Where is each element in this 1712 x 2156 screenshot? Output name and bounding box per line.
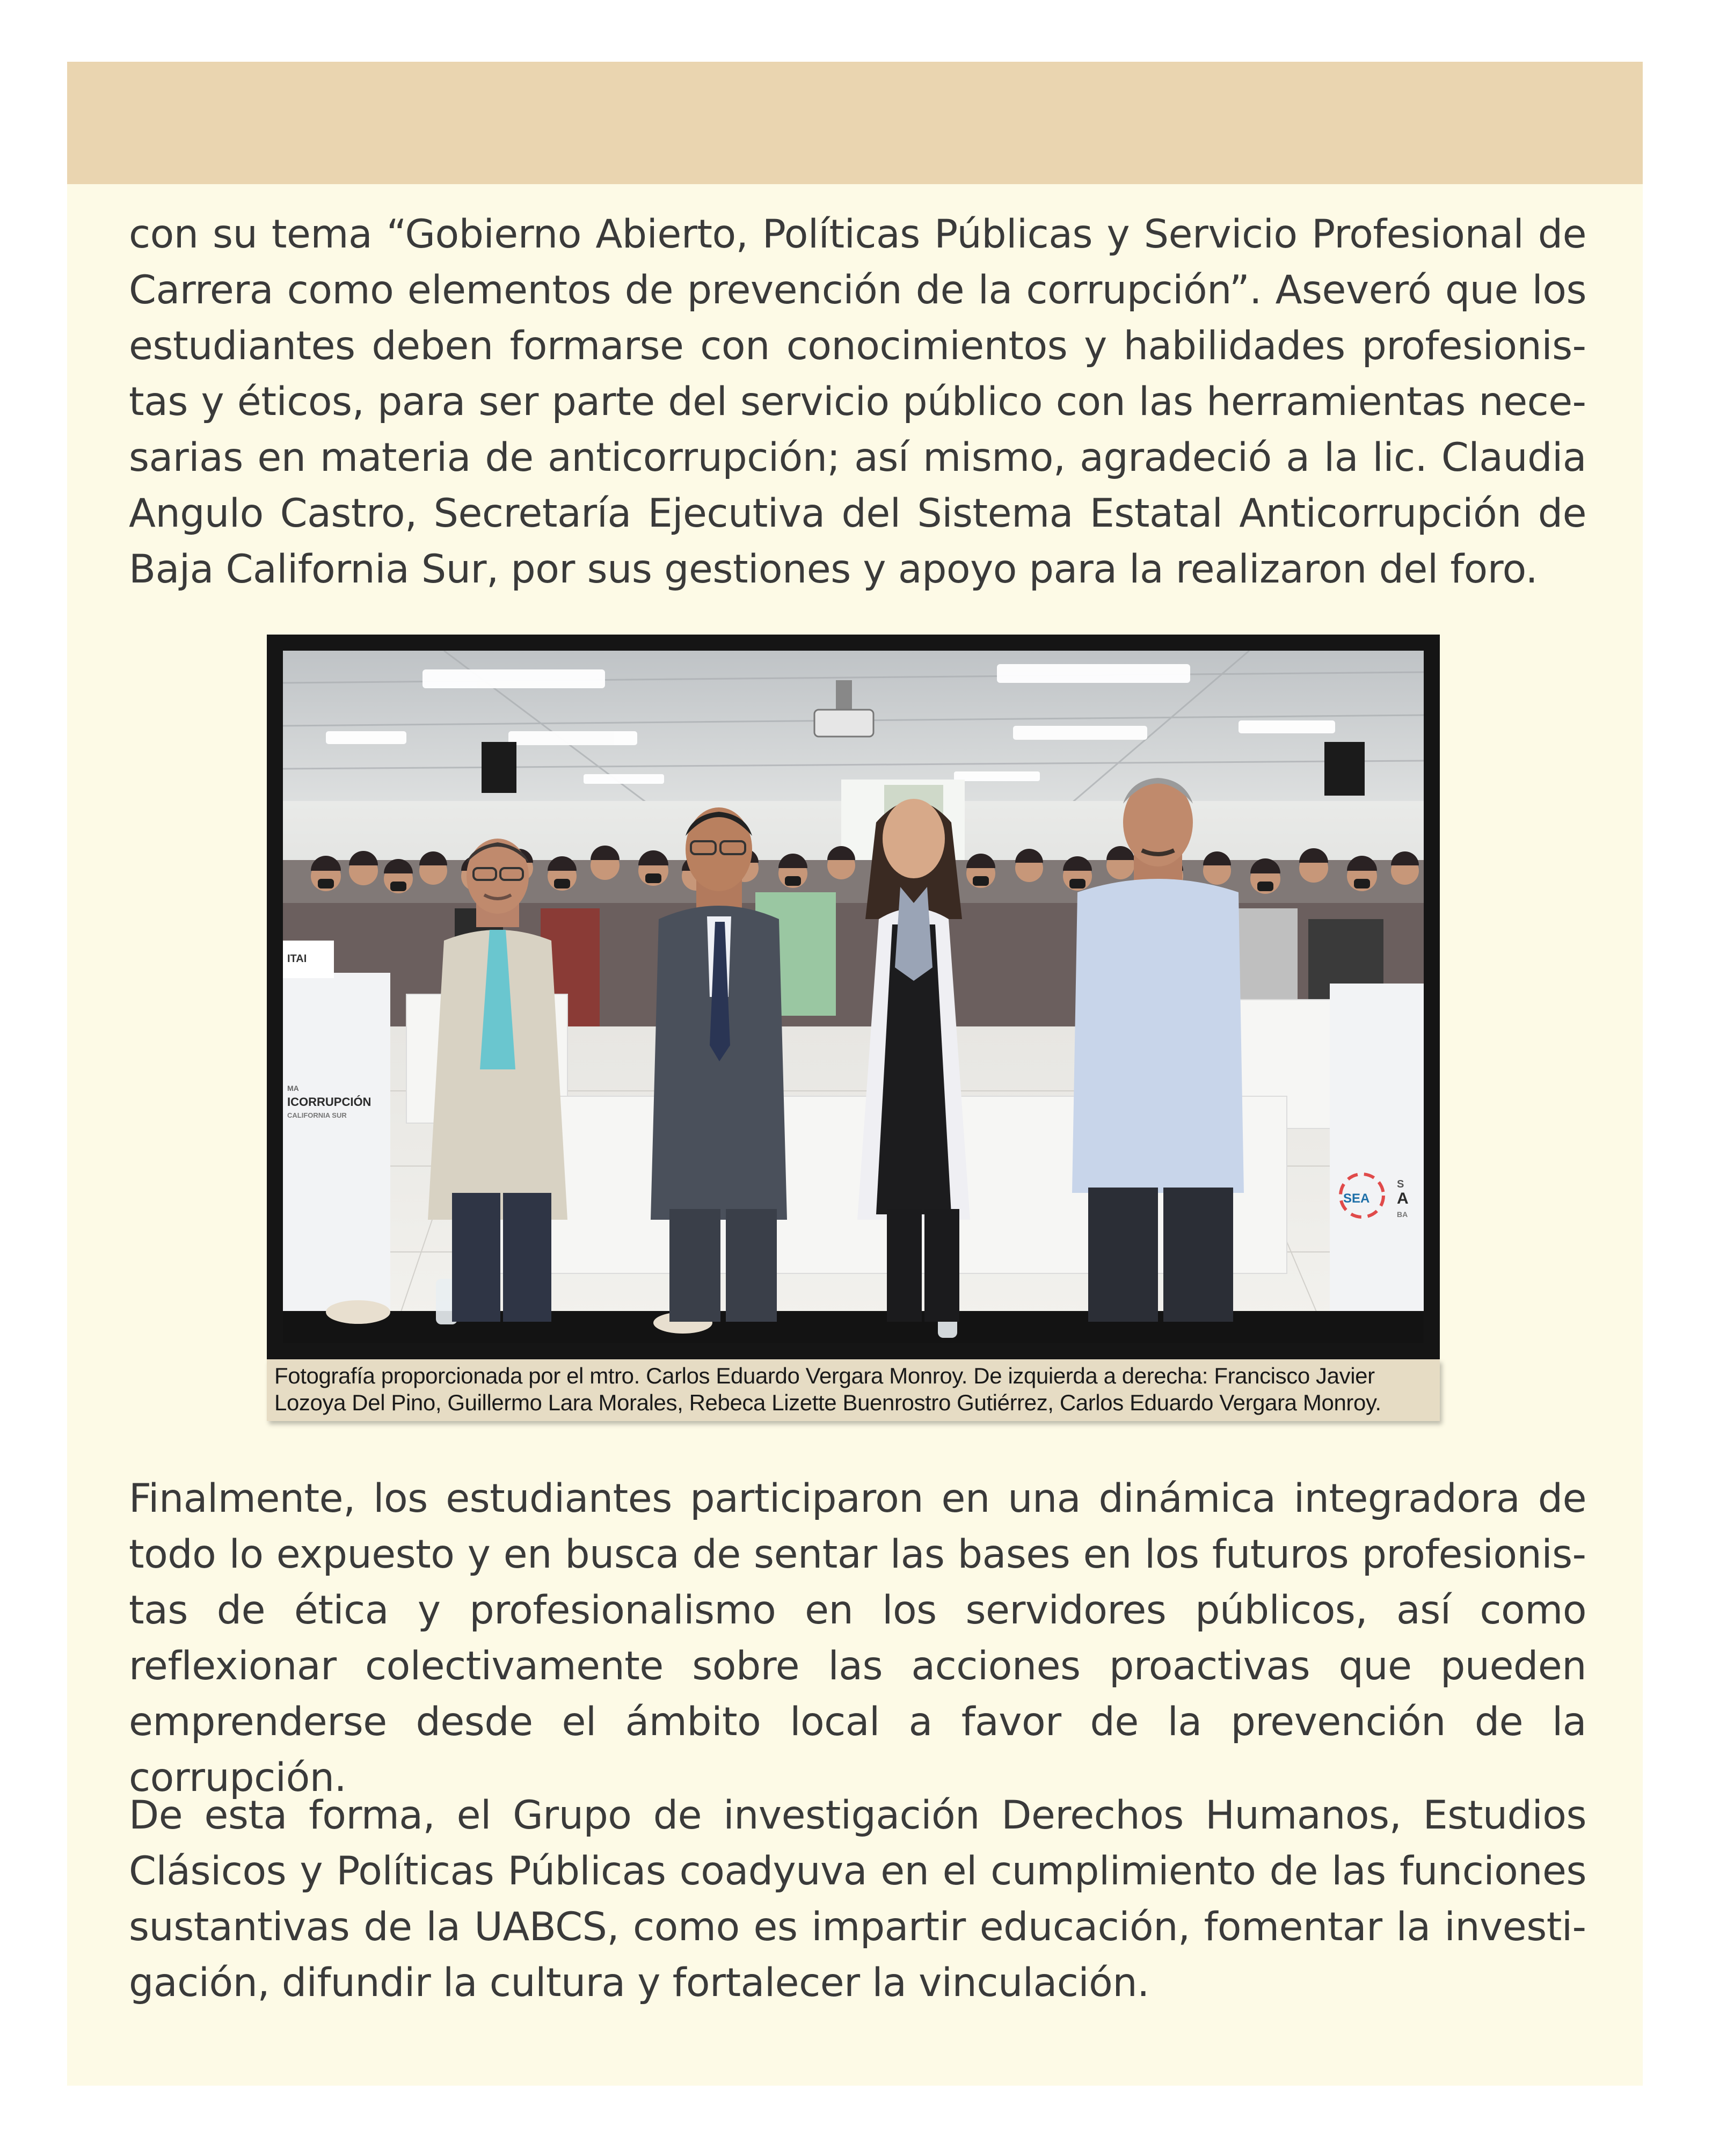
photo-caption-box (267, 1359, 1440, 1421)
banner-right-letter-3: BA (1397, 1210, 1408, 1219)
banner-right-logo: SEA (1343, 1191, 1370, 1206)
sign-logo: ITAI (287, 953, 307, 965)
banner-left-line-1: MA (287, 1084, 299, 1092)
photo-frame (267, 635, 1440, 1359)
banner-left-line-2: ICORRUPCIÓN (287, 1095, 371, 1109)
photo-caption: Fotografía proporcionada por el mtro. Carlos Eduardo Vergara Monroy. De izquierda a derecha: Francisco Javier Lozoya Del Pino, Guillermo Lara Morales, Rebeca Lizette Buenrostro Gutiérrez, Carlos Eduardo Vergara Monroy. (274, 1363, 1381, 1415)
article-paragraph-1: con su tema “Gobierno Abierto, Políticas Públicas y Servicio Profesional de Carrera como elementos de prevención de la corrupción”. Aseveró que los estudiantes deben formarse con conocimientos y habilidades profesionistas y éticos, para ser parte del servicio público con las herramientas necesarias en materia de anticorrupción; así mismo, agradeció a la lic. Claudia Angulo Castro, Secretaría Ejecutiva del Sistema Estatal Anticorrupción de Baja California Sur, por sus gestiones y apoyo para la realizaron del foro. (129, 212, 1586, 592)
banner-left-line-3: CALIFORNIA SUR (287, 1111, 347, 1119)
banner-right-letter-2: A (1397, 1190, 1409, 1207)
group-photo (283, 651, 1424, 1343)
banner-right-letter-1: S (1397, 1178, 1404, 1190)
article-paragraph-3: De esta forma, el Grupo de investigación Derechos Humanos, Estudios Clásicos y Políticas Públicas coadyuva en el cumplimiento de las funciones sustantivas de la UABCS, como es impartir educación, fomentar la investigación, difundir la cultura y fortalecer la vinculación. (129, 1793, 1586, 2006)
article-paragraph-2: Finalmente, los estudiantes participaron en una dinámica integradora de todo lo expuesto y en busca de sentar las bases en los futuros profesionistas de ética y profesionalismo en los servidores públicos, así como reflexionar colectivamente sobre las acciones proactivas que pueden emprenderse desde el ámbito local a favor de la prevención de la corrupción. (129, 1476, 1586, 1801)
header-band (67, 62, 1643, 184)
